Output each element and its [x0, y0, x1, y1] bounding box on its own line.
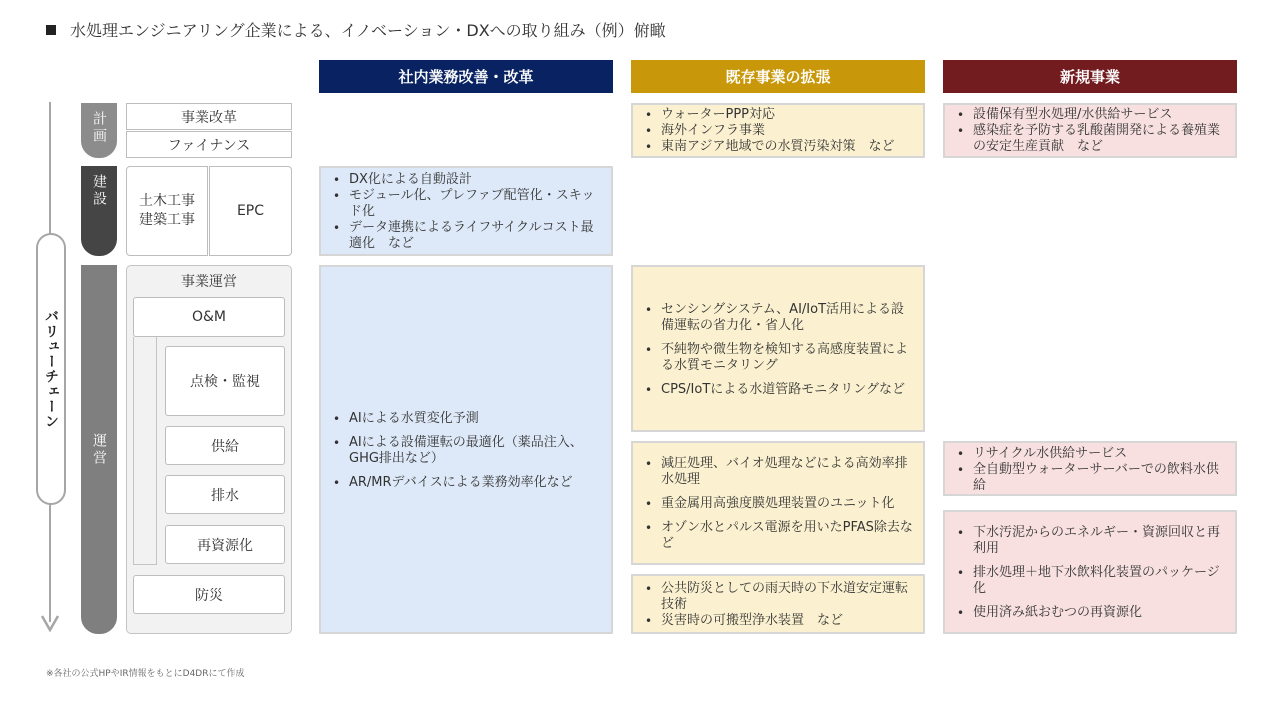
card-supply-new	[943, 441, 1237, 496]
label-recycling	[165, 525, 285, 564]
label-business-operation	[126, 270, 292, 292]
list-item: • 重金属用高強度膜処理装置のユニット化	[643, 496, 913, 512]
list-item: • 海外インフラ事業	[643, 123, 913, 139]
label-om	[133, 297, 285, 337]
list-item: • ウォーターPPP対応	[643, 107, 913, 123]
phase-operate	[81, 265, 117, 634]
header-internal-reform-label: 社内業務改善・改革	[398, 68, 534, 86]
label-recycling-text: 再資源化	[197, 537, 253, 554]
label-supply-text: 供給	[211, 438, 239, 455]
label-business-reform-text: 事業改革	[181, 109, 237, 126]
list-item: • CPS/IoTによる水道管路モニタリングなど	[643, 382, 913, 398]
header-existing-expansion-label: 既存事業の拡張	[725, 68, 831, 86]
om-bracket-inner	[156, 337, 164, 565]
label-supply	[165, 426, 285, 465]
list-item: • 公共防災としての雨天時の下水道安定運転技術	[643, 581, 913, 613]
list-item: • データ連携によるライフサイクルコスト最適化 など	[331, 220, 601, 252]
label-civil-construction	[126, 166, 208, 256]
header-internal-reform	[319, 60, 613, 93]
card-disaster-existing	[631, 574, 925, 634]
list-item: • 使用済み紙おむつの再資源化	[955, 605, 1225, 621]
label-inspection	[165, 346, 285, 416]
label-business-operation-text: 事業運営	[181, 274, 237, 290]
list-item: • 災害時の可搬型浄水装置 など	[643, 613, 913, 629]
list-item: • 下水汚泥からのエネルギー・資源回収と再利用	[955, 525, 1225, 557]
label-finance	[126, 131, 292, 158]
label-drainage	[165, 475, 285, 514]
phase-plan	[81, 103, 117, 158]
card-plan-new	[943, 103, 1237, 158]
arrow-down-icon	[40, 612, 60, 632]
value-chain-label: バリューチェーン	[43, 309, 59, 429]
list-item: • 排水処理＋地下水飲料化装置のパッケージ化	[955, 565, 1225, 597]
phase-plan-label: 計画	[91, 111, 107, 145]
list-item: • オゾン水とパルス電源を用いたPFAS除去など	[643, 520, 913, 552]
list-item: • 東南アジア地域での水質汚染対策 など	[643, 139, 913, 155]
list-item: • 不純物や微生物を検知する高感度装置による水質モニタリング	[643, 342, 913, 374]
phase-operate-label: 運営	[91, 432, 107, 467]
card-construct-internal	[319, 166, 613, 256]
list-item: • DX化による自動設計	[331, 172, 601, 188]
label-inspection-text: 点検・監視	[190, 374, 260, 390]
list-item: • 感染症を予防する乳酸菌開発による養殖業の安定生産貢献 など	[955, 123, 1225, 155]
header-existing-expansion	[631, 60, 925, 93]
footnote: ※各社の公式HPやIR情報をもとにD4DRにて作成	[46, 669, 245, 679]
card-operate-internal	[319, 265, 613, 634]
page-title	[46, 18, 666, 41]
list-item: • 全自動型ウォーターサーバーでの飲料水供給	[955, 462, 1225, 494]
list-item: • リサイクル水供給サービス	[955, 446, 1225, 462]
label-disaster-prevention	[133, 575, 285, 614]
card-supply-drainage-existing	[631, 441, 925, 565]
label-drainage-text: 排水	[211, 487, 239, 504]
list-item: • 設備保有型水処理/水供給サービス	[955, 107, 1225, 123]
label-business-reform	[126, 103, 292, 130]
label-om-text: O&M	[191, 309, 226, 325]
card-inspection-existing	[631, 265, 925, 432]
label-finance-text: ファイナンス	[167, 137, 251, 154]
list-item: • モジュール化、プレファブ配管化・スキッド化	[331, 188, 601, 220]
om-bracket-left	[133, 337, 157, 565]
list-item: • AR/MRデバイスによる業務効率化など	[331, 475, 601, 491]
phase-construct	[81, 166, 117, 256]
value-chain-label-box	[36, 233, 66, 505]
phase-construct-label: 建設	[91, 174, 107, 208]
card-recycle-new	[943, 510, 1237, 634]
header-new-business	[943, 60, 1237, 93]
list-item: • AIによる水質変化予測	[331, 411, 601, 427]
list-item: • AIによる設備運転の最適化（薬品注入、GHG排出など）	[331, 435, 601, 467]
header-new-business-label: 新規事業	[1059, 68, 1120, 86]
card-plan-existing	[631, 103, 925, 158]
list-item: • センシングシステム、AI/IoT活用による設備運転の省力化・省人化	[643, 302, 913, 334]
label-disaster-prevention-text: 防災	[195, 587, 223, 604]
label-epc-text: EPC	[236, 203, 265, 219]
label-civil-construction-text: 土木工事 建築工事	[139, 193, 195, 228]
list-item: • 減圧処理、バイオ処理などによる高効率排水処理	[643, 456, 913, 488]
square-bullet-icon	[46, 25, 56, 35]
label-epc	[209, 166, 292, 256]
page-title-text: 水処理エンジニアリング企業による、イノベーション・DXへの取り組み（例）俯瞰	[70, 21, 666, 40]
